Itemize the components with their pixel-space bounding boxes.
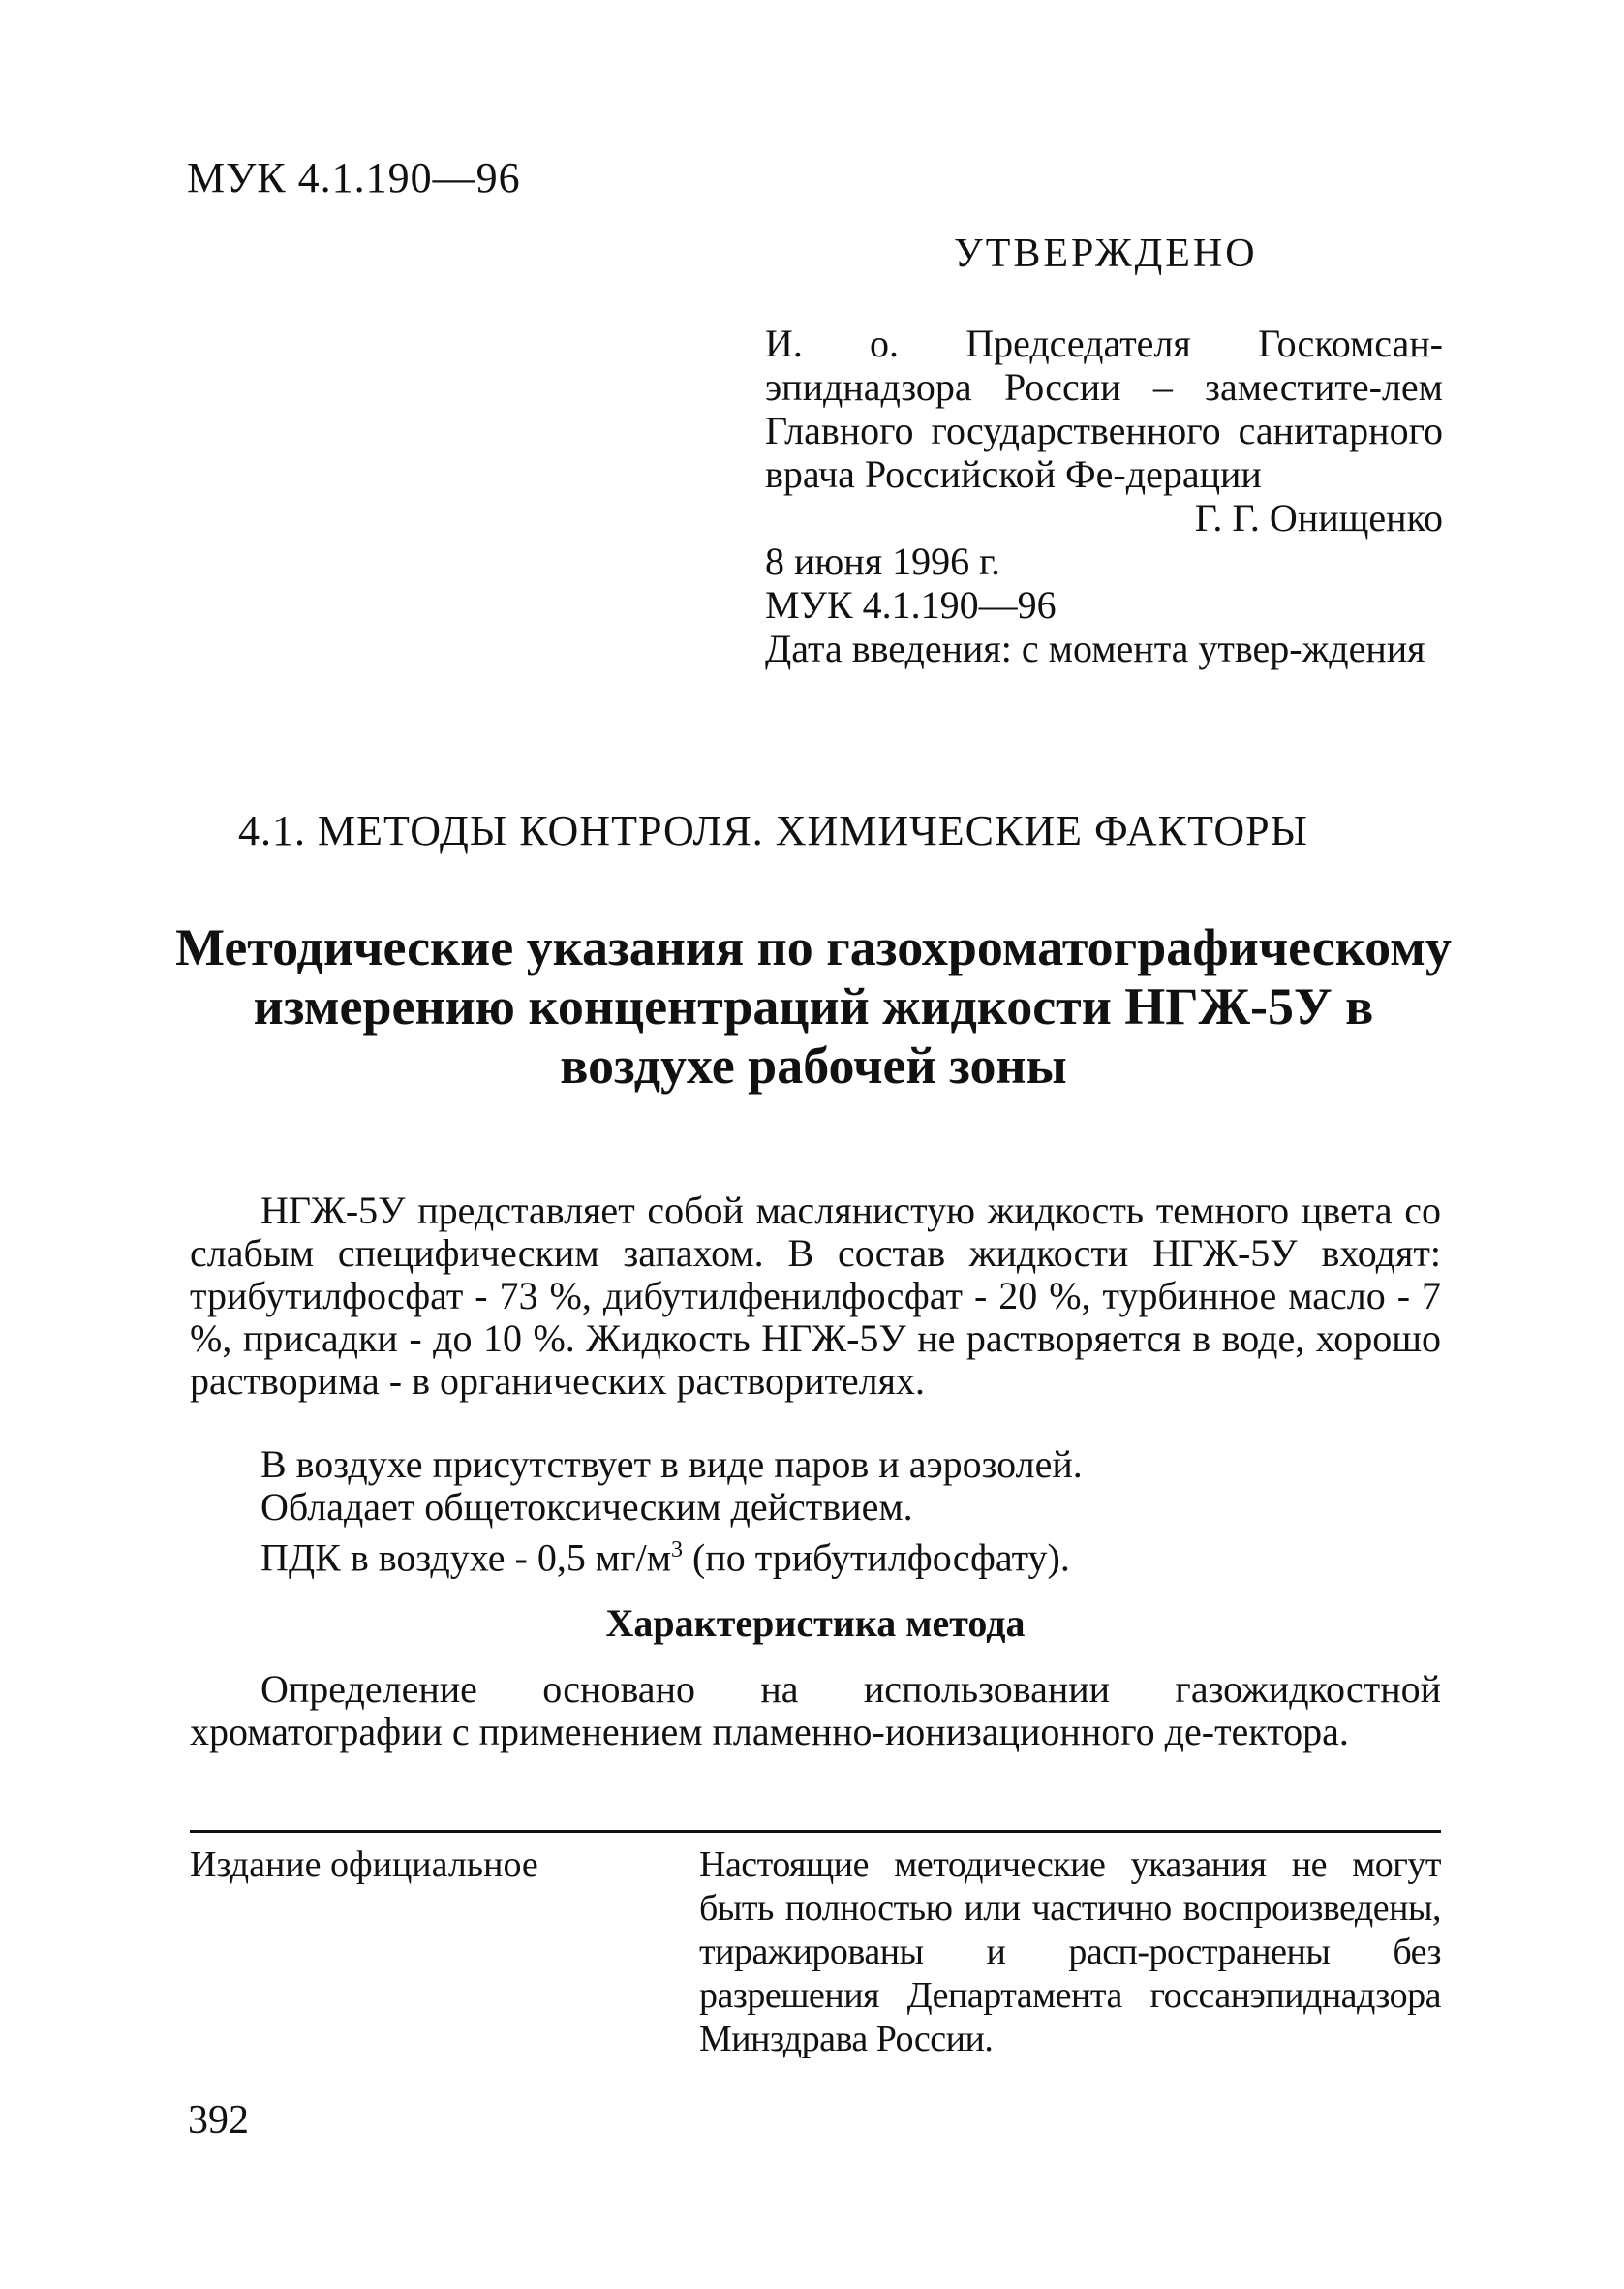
page-number: 392 (188, 2098, 249, 2143)
main-title: Методические указания по газохроматографическому измерению концентраций жидкости НГЖ-5У в воздухе рабочей зоны (175, 918, 1452, 1095)
intro-text: НГЖ-5У представляет собой маслянистую жидкость темного цвета со слабым специфическим запахом. В состав жидкости НГЖ-5У входят: трибутилфосфат - 73 %, дибутилфенилфосфат - 20 %, турбинное масло - 7 %, присадки - до 10 %. Жидкость НГЖ-5У не растворяется в воде, хорошо растворима - в органических растворителях. (190, 1189, 1441, 1403)
approval-signatory: Г. Г. Онищенко (1194, 496, 1443, 540)
copyright-notice: Настоящие методические указания не могут быть полностью или частично воспроизведены, тиражированы и расп-ространены без разрешения Департамента госсанэпиднадзора Минздрава России. (699, 1844, 1441, 2059)
approval-date: 8 июня 1996 г. (765, 540, 1000, 583)
approval-document-code: МУК 4.1.190—96 (765, 583, 1057, 627)
intro-paragraph (190, 1190, 1441, 1403)
approval-effective-date: Дата введения: с момента утвер-ждения (765, 627, 1425, 670)
section-title: 4.1. МЕТОДЫ КОНТРОЛЯ. ХИМИЧЕСКИЕ ФАКТОРЫ (238, 807, 1309, 854)
mac-line (190, 1529, 1441, 1579)
document-code: МУК 4.1.190—96 (187, 154, 521, 201)
air-presence-text: В воздухе присутствует в виде паров и аэрозолей. (260, 1442, 1083, 1486)
mac-suffix: (по трибутилфосфату). (683, 1535, 1070, 1580)
approval-position: И. о. Председателя Госкомсан-эпиднадзора России – заместите-лем Главного государственного санитарного врача Российской Фе-дерации (765, 322, 1443, 496)
fact-lines (190, 1443, 1441, 1579)
official-edition-label: Издание официальное (190, 1844, 538, 1885)
method-heading: Характеристика метода (605, 1601, 1026, 1645)
footer-divider (190, 1830, 1441, 1833)
approval-heading: УТВЕРЖДЕНО (954, 232, 1258, 276)
mac-superscript: 3 (671, 1537, 684, 1562)
method-paragraph (190, 1668, 1441, 1753)
approval-block (765, 322, 1443, 670)
mac-prefix: ПДК в воздухе - 0,5 мг/м (260, 1535, 672, 1580)
toxicity-text: Обладает общетоксическим действием. (260, 1485, 913, 1529)
method-text: Определение основано на использовании газожидкостной хроматографии с применением пламенно-ионизационного де-тектора. (190, 1667, 1441, 1753)
